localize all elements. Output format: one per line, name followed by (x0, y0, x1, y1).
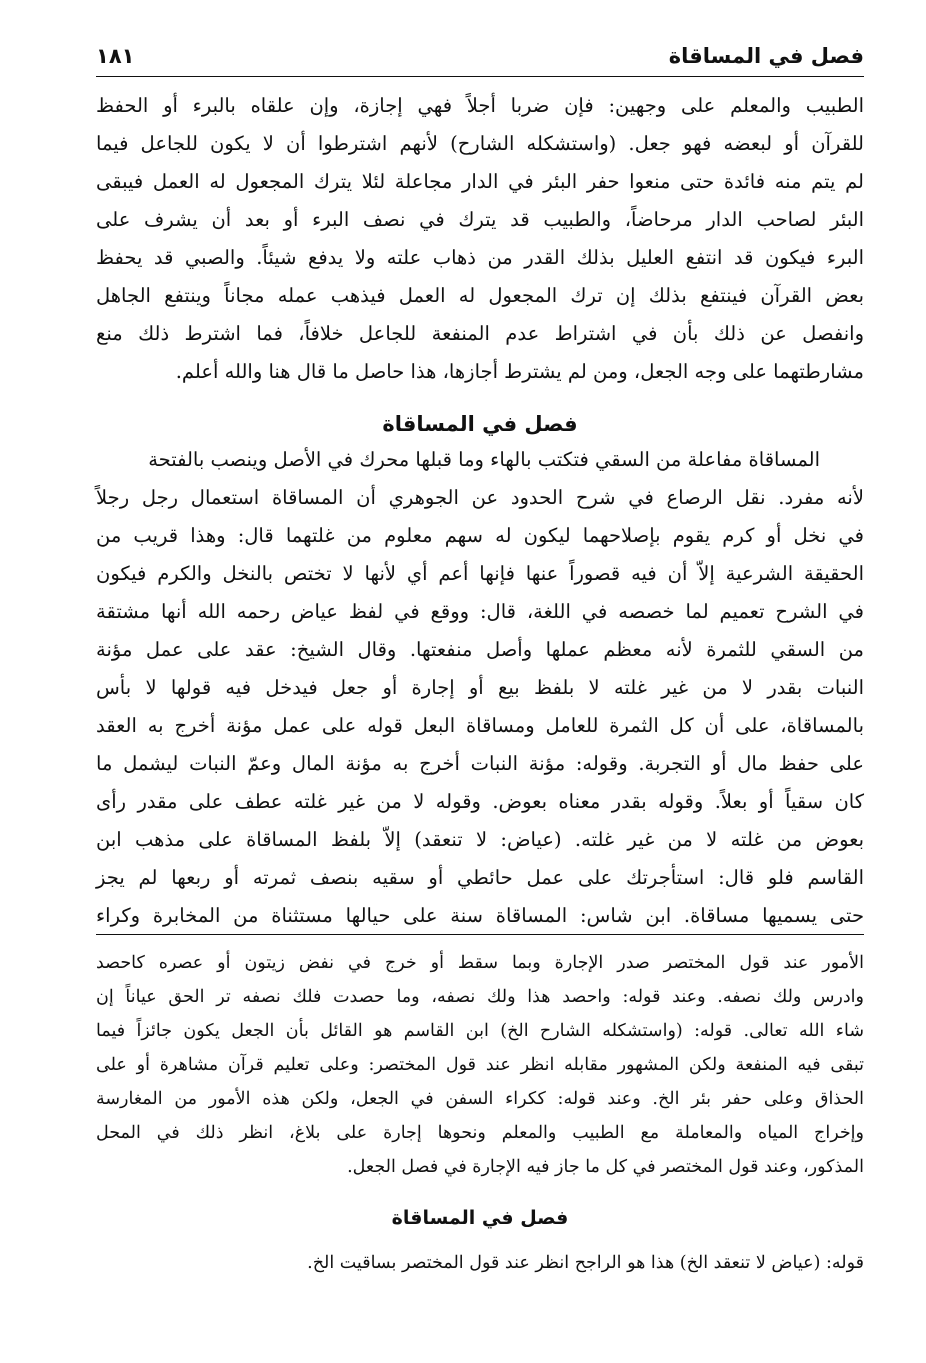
footnote-line: وإخراج المياه والمعاملة مع الطبيب والمعلم ونحوها إجارة على بلاغ، انظر ذلك في المحل (96, 1123, 864, 1143)
text-line: وانفصل عن ذلك بأن في اشتراط عدم المنفعة للجاعل خلافاً، فما اشترط ذلك منع (96, 322, 864, 345)
text-line: القاسم فلو قال: استأجرتك على عمل حائطي أو سقيه بنصف ثمرته أو ربعها لم يجز (96, 866, 864, 889)
running-title: فصل في المساقاة (668, 44, 864, 68)
text-line: من السقي للثمرة لأنه معظم عملها وأصل منفعتها. وقال الشيخ: عقد على عمل مؤنة (96, 638, 864, 661)
footnote-line: الحذاق وعلى حفر بئر الخ. وعند قوله: ككراء السفن في الجعل، ولكن هذه الأمور من المغارسة (96, 1089, 864, 1109)
section-heading: فصل في المساقاة (382, 412, 578, 436)
text-line: المساقاة مفاعلة من السقي فتكتب بالهاء وما قبلها محرك في الأصل وينصب بالفتحة (148, 448, 820, 471)
text-line: لم يتم منه فائدة حتى منعوا حفر البئر في الدار مجاعلة لئلا يترك المجعول له العمل فيبقى (96, 170, 864, 193)
text-line: في الشرح تعميم لما خصصه في اللغة، قال: ووقع في لفظ عياض رحمه الله أنها مشتقة (96, 600, 864, 623)
text-line: للقرآن أو لبعضه فهو جعل. (واستشكله الشارح) لأنهم اشترطوا أن لا يكون للجاعل فيما (96, 132, 864, 155)
text-line: الحقيقة الشرعية إلاّ أن فيه قصوراً عنها فإنها أعم أي لأنها لا تختص بالنخل والكرم فيكون (96, 562, 864, 585)
text-line: الطبيب والمعلم على وجهين: فإن ضربا أجلاً فهي إجازة، وإن علقاه بالبرء أو الحفظ (96, 94, 864, 117)
text-line: في نخل أو كرم يقوم بإصلاحهما ليكون له سهم معلوم من غلتهما قال: وهذا قريب من (96, 524, 864, 547)
text-line: بعض القرآن فينتفع بذلك إن ترك المجعول له العمل فيذهب عمله مجاناً وينتفع الجاهل (96, 284, 864, 307)
text-line: لأنه مفرد. نقل الرصاع في شرح الحدود عن الجوهري أن المساقاة استعمال رجل رجلاً (96, 486, 864, 509)
text-line: النبات بقدر لا من غير غلته لا بلفظ بيع أو إجارة أو جعل فيدخل فيه قولها لا بأس (96, 676, 864, 699)
footnote-line: الأمور عند قول المختصر صدر الإجارة وبما سقط أو خرج في نفض زيتون أو عصره كاحصد (96, 953, 864, 973)
footnote-divider (96, 934, 864, 935)
page-header (96, 40, 864, 77)
text-line: البئر لصاحب الدار مرحاضاً، والطبيب قد يترك في نصف البرء أو بعد أن يشرف على (96, 208, 864, 231)
footnote-line: قوله: (عياض لا تنعقد الخ) هذا هو الراجح انظر عند قول المختصر بساقيت الخ. (307, 1253, 864, 1273)
text-line: حتى يسميها مساقاة. ابن شاس: المساقاة سنة على حيالها مستثناة من المخابرة وكراء (96, 904, 864, 927)
footnote-line: وادرس ولك نصفه. وعند قوله: واحصد هذا ولك نصفه، وما حصدت فلك نصفه تر الحق عياناً إن (96, 987, 864, 1007)
text-line: مشارطتهما على وجه الجعل، ومن لم يشترط أجازها، هذا حاصل ما قال هنا والله أعلم. (175, 360, 864, 383)
text-line: بالمساقاة، على أن كل الثمرة للعامل ومساقاة البعل قوله على عمل مؤنة أخرج به العقد (96, 714, 864, 737)
footnote-line: تبقى فيه المنفعة ولكن المشهور مقابله انظر عند قول المختصر: وعلى تعليم قرآن مشاهرة أو على (96, 1055, 864, 1075)
text-line: البرء فيكون قد انتفع العليل بذلك القدر من ذهاب علته ولا يدفع شيئاً. والصبي قد يحفظ (96, 246, 864, 269)
footnote-line: المذكور، وعند قول المختصر في كل ما جاز فيه الإجارة في فصل الجعل. (347, 1157, 864, 1177)
text-line: بعوض من غلته لا من غير غلته. (عياض: لا تنعقد) إلاّ بلفظ المساقاة على مذهب ابن (96, 828, 864, 851)
text-line: على حفظ مال أو التجربة. وقوله: مؤنة النبات أخرج به مؤنة المال وعمّ النبات ليشمل ما (96, 752, 864, 775)
footnote-section-heading: فصل في المساقاة (391, 1207, 569, 1229)
text-line: كان سقياً أو بعلاً. وقوله بقدر معناه بعوض. وقوله لا من غير غلته عطف على مقدر رأى (96, 790, 864, 813)
footnote-line: شاء الله تعالى. قوله: (واستشكله الشارح الخ) ابن القاسم هو القائل بأن الجعل يكون جائزاً فيما (96, 1021, 864, 1041)
page-number: ١٨١ (96, 44, 135, 68)
